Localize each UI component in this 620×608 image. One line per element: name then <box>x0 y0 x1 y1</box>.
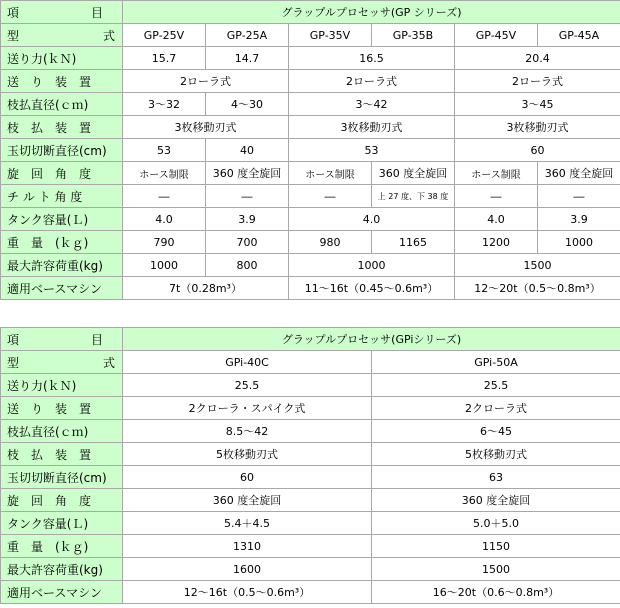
value-cell: 53 <box>123 139 206 162</box>
table-row <box>1 535 620 558</box>
value-cell: 5枚移動刃式 <box>123 443 372 466</box>
value-cell: 上 27 度、下 38 度 <box>372 185 455 208</box>
row-label: チ ル ト 角 度 <box>1 185 123 208</box>
value-cell: 25.5 <box>372 374 620 397</box>
value-cell: 2クローラ・スパイク式 <box>123 397 372 420</box>
row-label: タンク容量(Ｌ) <box>1 512 123 535</box>
row-label: 枝 払 装 置 <box>1 116 123 139</box>
value-cell: 3枚移動刃式 <box>289 116 455 139</box>
table-row <box>1 420 620 443</box>
value-cell: 1000 <box>123 254 206 277</box>
value-cell: 1000 <box>289 254 455 277</box>
table-header-row <box>1 1 620 24</box>
value-cell: 60 <box>123 466 372 489</box>
value-cell: ホース制限 <box>455 162 538 185</box>
item-header: 項 目 <box>1 1 123 24</box>
model-cell: GPi-50A <box>372 351 620 374</box>
table-row <box>1 374 620 397</box>
model-cell: GP-25A <box>206 24 289 47</box>
value-cell: 11～16t（0.45～0.6m³） <box>289 277 455 300</box>
value-cell: 63 <box>372 466 620 489</box>
value-cell: 2クローラ式 <box>372 397 620 420</box>
table-row <box>1 443 620 466</box>
gp-series-spec-table <box>0 0 620 300</box>
value-cell: 1165 <box>372 231 455 254</box>
value-cell: 12～20t（0.5～0.8m³） <box>455 277 620 300</box>
table-header-row <box>1 328 620 351</box>
value-cell: 1500 <box>455 254 620 277</box>
value-cell: 3枚移動刃式 <box>455 116 620 139</box>
table-title: グラップルプロセッサ(GPiシリーズ) <box>123 328 620 351</box>
value-cell: 25.5 <box>123 374 372 397</box>
table-row <box>1 116 620 139</box>
row-label: 枝 払 装 置 <box>1 443 123 466</box>
row-label: 最大許容荷重(kg) <box>1 254 123 277</box>
row-label: 玉切切断直径(cm) <box>1 139 123 162</box>
table-row <box>1 185 620 208</box>
value-cell: 3.9 <box>206 208 289 231</box>
value-cell: 1500 <box>372 558 620 581</box>
row-label: 最大許容荷重(kg) <box>1 558 123 581</box>
row-label: 旋 回 角 度 <box>1 162 123 185</box>
table-row <box>1 162 620 185</box>
row-label: 適用ベースマシン <box>1 277 123 300</box>
value-cell: 4.0 <box>123 208 206 231</box>
value-cell: 8.5～42 <box>123 420 372 443</box>
model-cell: GP-45A <box>538 24 620 47</box>
value-cell: 4.0 <box>455 208 538 231</box>
value-cell: ホース制限 <box>123 162 206 185</box>
value-cell: 360 度全旋回 <box>372 162 455 185</box>
gpi-series-spec-table <box>0 327 620 604</box>
table-row <box>1 254 620 277</box>
value-cell: 790 <box>123 231 206 254</box>
table-row <box>1 277 620 300</box>
value-cell: 360 度全旋回 <box>538 162 620 185</box>
value-cell: 3.9 <box>538 208 620 231</box>
value-cell: 2ローラ式 <box>123 70 289 93</box>
row-label: 重 量 (ｋｇ) <box>1 535 123 558</box>
row-label: 送り力(ｋＮ) <box>1 47 123 70</box>
value-cell: 2ローラ式 <box>289 70 455 93</box>
value-cell: 2ローラ式 <box>455 70 620 93</box>
table-row <box>1 231 620 254</box>
value-cell: 6～45 <box>372 420 620 443</box>
model-cell: GP-45V <box>455 24 538 47</box>
row-label: 枝払直径(ｃｍ) <box>1 93 123 116</box>
value-cell: 3～42 <box>289 93 455 116</box>
value-cell: 5.4＋4.5 <box>123 512 372 535</box>
value-cell: 1200 <box>455 231 538 254</box>
value-cell: 360 度全旋回 <box>372 489 620 512</box>
value-cell: ホース制限 <box>289 162 372 185</box>
value-cell: 16.5 <box>289 47 455 70</box>
value-cell: 700 <box>206 231 289 254</box>
row-label: 送 り 装 置 <box>1 397 123 420</box>
table-row <box>1 351 620 374</box>
row-label: 型 式 <box>1 351 123 374</box>
value-cell: 360 度全旋回 <box>123 489 372 512</box>
table-row <box>1 558 620 581</box>
value-cell: 800 <box>206 254 289 277</box>
value-cell: 3～32 <box>123 93 206 116</box>
value-cell: 5.0＋5.0 <box>372 512 620 535</box>
value-cell: 1310 <box>123 535 372 558</box>
value-cell: 14.7 <box>206 47 289 70</box>
value-cell: 7t（0.28m³） <box>123 277 289 300</box>
value-cell: 3枚移動刃式 <box>123 116 289 139</box>
value-cell: 1150 <box>372 535 620 558</box>
table-row <box>1 93 620 116</box>
row-label: タンク容量(Ｌ) <box>1 208 123 231</box>
value-cell: 1000 <box>538 231 620 254</box>
row-label: 重 量 (ｋｇ) <box>1 231 123 254</box>
item-header: 項 目 <box>1 328 123 351</box>
row-label: 型 式 <box>1 24 123 47</box>
value-cell: 16～20t（0.6～0.8m³） <box>372 581 620 604</box>
row-label: 枝払直径(ｃｍ) <box>1 420 123 443</box>
value-cell: 4～30 <box>206 93 289 116</box>
row-label: 送り力(ｋＮ) <box>1 374 123 397</box>
row-label: 適用ベースマシン <box>1 581 123 604</box>
row-label: 旋 回 角 度 <box>1 489 123 512</box>
value-cell: 53 <box>289 139 455 162</box>
value-cell: 4.0 <box>289 208 455 231</box>
value-cell: 360 度全旋回 <box>206 162 289 185</box>
value-cell: 5枚移動刃式 <box>372 443 620 466</box>
table-row <box>1 512 620 535</box>
value-cell: ― <box>289 185 372 208</box>
value-cell: 20.4 <box>455 47 620 70</box>
table-row <box>1 24 620 47</box>
value-cell: ― <box>455 185 538 208</box>
value-cell: ― <box>538 185 620 208</box>
value-cell: 12～16t（0.5～0.6m³） <box>123 581 372 604</box>
table-row <box>1 397 620 420</box>
model-cell: GP-35V <box>289 24 372 47</box>
model-cell: GPi-40C <box>123 351 372 374</box>
table-title: グラップルプロセッサ(GP シリーズ) <box>123 1 620 24</box>
table-row <box>1 208 620 231</box>
row-label: 送 り 装 置 <box>1 70 123 93</box>
table-row <box>1 139 620 162</box>
model-cell: GP-35B <box>372 24 455 47</box>
value-cell: 3～45 <box>455 93 620 116</box>
value-cell: 60 <box>455 139 620 162</box>
value-cell: 1600 <box>123 558 372 581</box>
value-cell: 40 <box>206 139 289 162</box>
table-row <box>1 47 620 70</box>
table-row <box>1 489 620 512</box>
table-row <box>1 581 620 604</box>
table-row <box>1 70 620 93</box>
value-cell: 15.7 <box>123 47 206 70</box>
value-cell: ― <box>206 185 289 208</box>
row-label: 玉切切断直径(cm) <box>1 466 123 489</box>
table-row <box>1 466 620 489</box>
model-cell: GP-25V <box>123 24 206 47</box>
value-cell: ― <box>123 185 206 208</box>
value-cell: 980 <box>289 231 372 254</box>
